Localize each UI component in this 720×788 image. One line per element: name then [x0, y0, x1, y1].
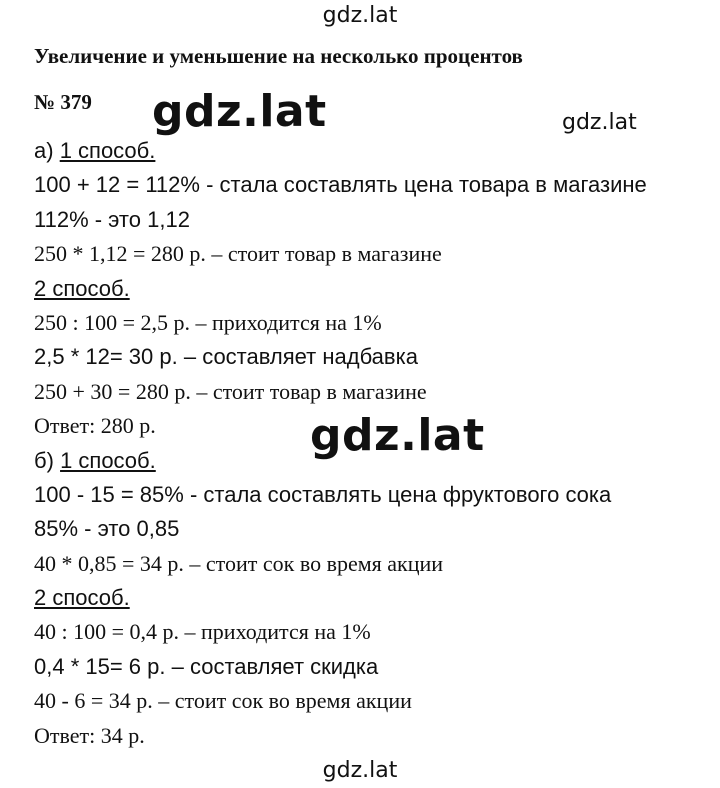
watermark-top: gdz.lat: [322, 3, 398, 28]
part-a-line: 100 + 12 = 112% - стала составлять цена товара в магазине: [34, 172, 647, 198]
part-b-line: 40 * 0,85 = 34 р. – стоит сок во время акции: [34, 550, 444, 576]
part-b-prefix: б): [34, 447, 54, 473]
page-title: Увеличение и уменьшение на несколько процентов: [34, 44, 523, 68]
part-a-method-2: 2 способ.: [34, 275, 130, 301]
part-a-answer: Ответ: 280 р.: [34, 413, 156, 439]
part-b-method-2: 2 способ.: [34, 585, 130, 611]
part-b-line: 0,4 * 15= 6 р. – составляет скидка: [34, 653, 379, 679]
part-a-method-1: 1 способ.: [59, 138, 156, 163]
watermark-right: gdz.lat: [562, 110, 637, 135]
watermark-large-1: gdz.lat: [152, 86, 327, 137]
watermark-bottom: gdz.lat: [322, 758, 398, 783]
part-a-line: 112% - это 1,12: [34, 206, 190, 232]
part-b-method-1: 1 способ.: [60, 447, 156, 473]
part-a-line: 250 + 30 = 280 р. – стоит товар в магазине: [34, 378, 427, 404]
part-b-line: 100 - 15 = 85% - стала составлять цена фруктового сока: [34, 481, 612, 507]
exercise-number: № 379: [34, 90, 92, 114]
part-b-line: 40 - 6 = 34 р. – стоит сок во время акции: [34, 688, 412, 714]
part-b-line: 85% - это 0,85: [34, 516, 180, 542]
part-b-line: 40 : 100 = 0,4 р. – приходится на 1%: [34, 619, 371, 645]
part-a-line: 250 : 100 = 2,5 р. – приходится на 1%: [34, 309, 382, 335]
part-a-heading: [34, 134, 720, 168]
part-b-answer: Ответ: 34 р.: [34, 722, 145, 748]
part-a-prefix: а): [34, 138, 54, 163]
watermark-large-2: gdz.lat: [310, 410, 485, 461]
part-a-line: 2,5 * 12= 30 р. – составляет надбавка: [34, 344, 418, 370]
part-a-line: 250 * 1,12 = 280 р. – стоит товар в магазине: [34, 241, 442, 267]
